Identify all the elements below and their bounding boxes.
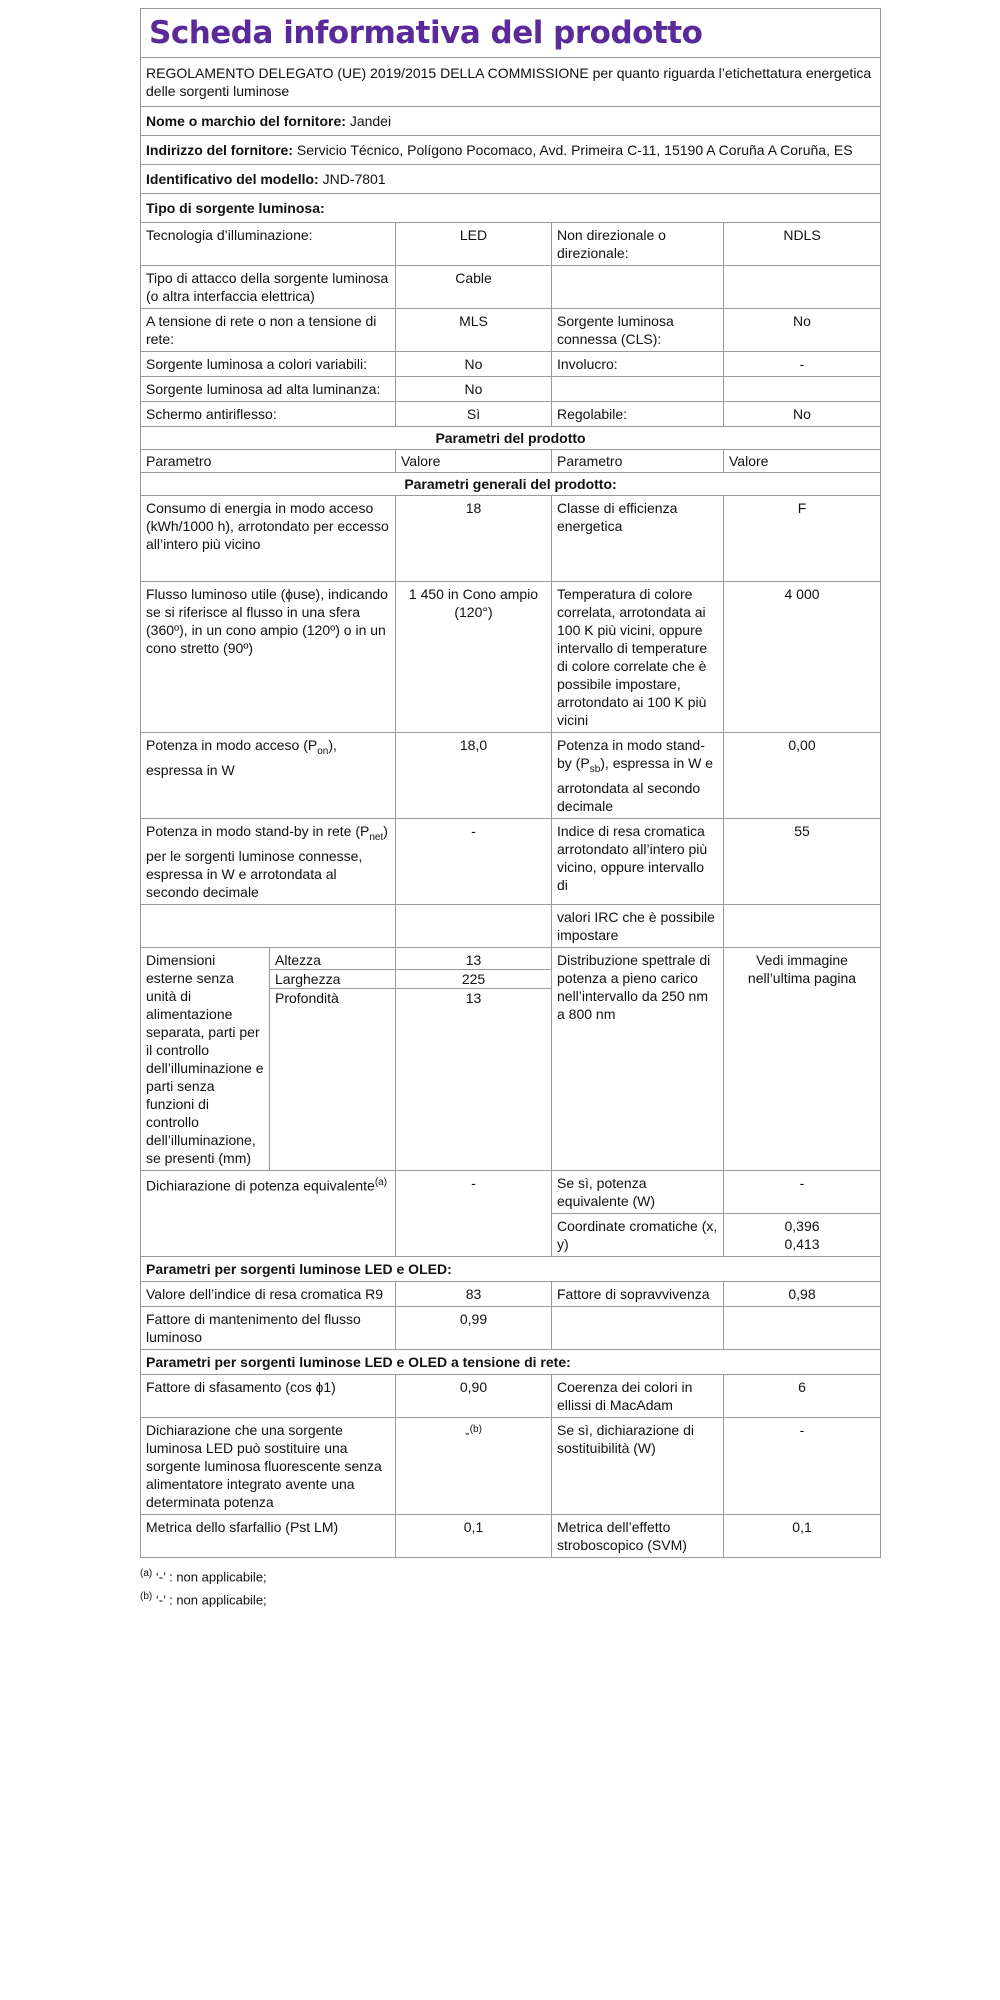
pnet-label — [141, 818, 396, 904]
repl-value-text: - — [465, 1424, 470, 1441]
source-type-header: Tipo di sorgente luminosa: — [141, 194, 881, 223]
svm-label: Metrica dell’effetto stroboscopico (SVM) — [552, 1514, 724, 1557]
dim-value: 225 — [396, 969, 551, 989]
source-label: A tensione di rete o non a tensione di rete: — [141, 309, 396, 352]
pnet-value: - — [396, 818, 552, 904]
survival-value: 0,98 — [724, 1281, 881, 1306]
col-header: Parametro — [141, 450, 396, 473]
r9-value: 83 — [396, 1281, 552, 1306]
maint-label: Fattore di mantenimento del flusso luminoso — [141, 1306, 396, 1349]
regulation-text: REGOLAMENTO DELEGATO (UE) 2019/2015 DELLA COMMISSIONE per quanto riguarda l’etichettatura energetica delle sorgenti luminose — [141, 58, 881, 107]
psb-label-a: Potenza in modo stand-by (P — [557, 737, 705, 771]
supplier-address-row — [141, 136, 881, 165]
supplier-name-row — [141, 107, 881, 136]
source-label: Tipo di attacco della sorgente luminosa (o altra interfaccia elettrica) — [141, 266, 396, 309]
source-row — [141, 266, 881, 309]
flux-label: Flusso luminoso utile (ɸuse), indicando se si riferisce al flusso in una sfera (360º), in un cono ampio (120º) o in un cono stretto (90º) — [141, 582, 396, 733]
pon-label-a: Potenza in modo acceso (P — [146, 737, 318, 753]
col-header: Valore — [724, 450, 881, 473]
chroma-label: Coordinate cromatiche (x, y) — [552, 1213, 724, 1256]
source-label: Involucro: — [552, 352, 724, 377]
cct-value: 4 000 — [724, 582, 881, 733]
footnote-a — [140, 1564, 880, 1587]
source-value — [724, 266, 881, 309]
survival-label: Fattore di sopravvivenza — [552, 1281, 724, 1306]
source-label: Sorgente luminosa ad alta luminanza: — [141, 377, 396, 402]
param-row — [141, 1417, 881, 1514]
pf-value: 0,90 — [396, 1374, 552, 1417]
chroma-x: 0,396 — [784, 1217, 820, 1234]
dims-cell — [141, 947, 396, 1170]
source-value: MLS — [396, 309, 552, 352]
cri-label-a: Indice di resa cromatica arrotondato all’intero più vicino, oppure intervallo di — [552, 818, 724, 904]
source-value: LED — [396, 223, 552, 266]
supplier-address-value: Servicio Técnico, Polígono Pocomaco, Avd. Primeira C-11, 15190 A Coruña A Coruña, ES — [296, 142, 853, 158]
param-row — [141, 1374, 881, 1417]
repl-value — [396, 1417, 552, 1514]
footnote-a-mark: (a) — [140, 1567, 153, 1579]
col-header: Parametro — [552, 450, 724, 473]
led-params-header: Parametri per sorgenti luminose LED e OLED: — [141, 1256, 881, 1281]
dim-value: 13 — [465, 989, 482, 1006]
equiv-power-label: Se sì, potenza equivalente (W) — [552, 1170, 724, 1213]
pon-sub: on — [317, 745, 329, 757]
param-row — [141, 1281, 881, 1306]
cri-label-b: valori IRC che è possibile impostare — [552, 904, 724, 947]
footnote-b-mark: (b) — [140, 1590, 153, 1602]
pon-label — [141, 733, 396, 819]
dim-name: Altezza — [275, 951, 321, 968]
footnote-b — [140, 1587, 880, 1610]
flicker-value: 0,1 — [396, 1514, 552, 1557]
source-value: Cable — [396, 266, 552, 309]
pon-label-b: ), espressa in W — [146, 737, 337, 778]
param-row — [141, 582, 881, 733]
source-value — [724, 377, 881, 402]
footnotes — [140, 1564, 880, 1611]
model-label: Identificativo del modello: — [146, 171, 319, 187]
source-row — [141, 352, 881, 377]
source-label: Regolabile: — [552, 402, 724, 427]
source-value: NDLS — [724, 223, 881, 266]
source-value: - — [724, 352, 881, 377]
equiv-power-value: - — [724, 1170, 881, 1213]
source-label: Sorgente luminosa connessa (CLS): — [552, 309, 724, 352]
energy-label: Consumo di energia in modo acceso (kWh/1000 h), arrotondato per eccesso all’intero più vicino — [141, 496, 396, 582]
param-row — [141, 1514, 881, 1557]
supplier-address-label: Indirizzo del fornitore: — [146, 142, 293, 158]
mains-params-header: Parametri per sorgenti luminose LED e OLED a tensione di rete: — [141, 1349, 881, 1374]
source-value: No — [396, 352, 552, 377]
psb-label — [552, 733, 724, 819]
spd-value: Vedi immagine nell’ultima pagina — [724, 947, 881, 1170]
macadam-label: Coerenza dei colori in ellissi di MacAdam — [552, 1374, 724, 1417]
model-row — [141, 165, 881, 194]
maint-value: 0,99 — [396, 1306, 552, 1349]
param-row — [141, 1170, 881, 1213]
pon-value: 18,0 — [396, 733, 552, 819]
source-row — [141, 377, 881, 402]
class-value: F — [724, 496, 881, 582]
source-label: Non direzionale o direzionale: — [552, 223, 724, 266]
class-label: Classe di efficienza energetica — [552, 496, 724, 582]
chroma-values — [724, 1213, 881, 1256]
cri-value: 55 — [724, 818, 881, 904]
energy-value: 18 — [396, 496, 552, 582]
equiv-label-text: Dichiarazione di potenza equivalente — [146, 1177, 375, 1194]
product-info-sheet — [140, 8, 880, 1610]
pf-label: Fattore di sfasamento (cos ɸ1) — [141, 1374, 396, 1417]
dim-value: 13 — [465, 951, 482, 968]
repl-label: Dichiarazione che una sorgente luminosa LED può sostituire una sorgente luminosa fluorescente senza alimentatore integrato avente una determinata potenza — [141, 1417, 396, 1514]
source-row — [141, 309, 881, 352]
psb-label-b: ), espressa in W e arrotondata al secondo decimale — [557, 755, 714, 814]
dims-values — [396, 947, 552, 1170]
equiv-sup: (a) — [374, 1176, 388, 1188]
param-row — [141, 733, 881, 819]
repl-sup: (b) — [469, 1423, 482, 1435]
model-value: JND-7801 — [322, 171, 386, 187]
dims-names — [269, 948, 395, 1170]
col-header: Valore — [396, 450, 552, 473]
info-table — [140, 8, 881, 1558]
dims-row — [141, 947, 881, 1170]
source-value: No — [724, 402, 881, 427]
svm-value: 0,1 — [724, 1514, 881, 1557]
cct-label: Temperatura di colore correlata, arrotondata ai 100 K più vicini, oppure intervallo di temperature di colore correlate che è possibile impostare, arrotondato ai 100 K più vicini — [552, 582, 724, 733]
source-value: No — [396, 377, 552, 402]
dim-name: Larghezza — [270, 969, 395, 989]
repl-w-label: Se sì, dichiarazione di sostituibilità (W) — [552, 1417, 724, 1514]
footnote-b-text: ‘-’ : non applicabile; — [155, 1592, 267, 1608]
psb-sub: sb — [589, 763, 601, 775]
source-label — [552, 266, 724, 309]
macadam-value: 6 — [724, 1374, 881, 1417]
product-params-header: Parametri del prodotto — [141, 427, 881, 450]
source-label: Schermo antiriflesso: — [141, 402, 396, 427]
pnet-label-b: ) per le sorgenti luminose connesse, espressa in W e arrotondata al secondo decimale — [146, 822, 388, 900]
r9-label: Valore dell’indice di resa cromatica R9 — [141, 1281, 396, 1306]
flicker-label: Metrica dello sfarfallio (Pst LM) — [141, 1514, 396, 1557]
source-row — [141, 223, 881, 266]
psb-value: 0,00 — [724, 733, 881, 819]
page-title: Scheda informativa del prodotto — [141, 9, 881, 58]
param-row — [141, 818, 881, 904]
column-header-row — [141, 450, 881, 473]
param-row — [141, 1306, 881, 1349]
repl-w-value: - — [724, 1417, 881, 1514]
source-value: Sì — [396, 402, 552, 427]
flux-value: 1 450 in Cono ampio (120°) — [396, 582, 552, 733]
supplier-name-label: Nome o marchio del fornitore: — [146, 113, 346, 129]
supplier-name-value: Jandei — [349, 113, 392, 129]
source-label — [552, 377, 724, 402]
source-label: Tecnologia d’illuminazione: — [141, 223, 396, 266]
general-params-header: Parametri generali del prodotto: — [141, 473, 881, 496]
source-row — [141, 402, 881, 427]
spd-label: Distribuzione spettrale di potenza a pieno carico nell’intervallo da 250 nm a 800 nm — [552, 947, 724, 1170]
param-row — [141, 496, 881, 582]
pnet-sub: net — [369, 831, 384, 843]
chroma-y: 0,413 — [784, 1235, 820, 1252]
equiv-value: - — [396, 1170, 552, 1256]
dim-name: Profondità — [275, 989, 339, 1006]
dims-label: Dimensioni esterne senza unità di alimentazione separata, parti per il controllo dell’illuminazione e parti senza funzioni di controllo dell’illuminazione, se presenti (mm) — [146, 951, 264, 1166]
source-label: Sorgente luminosa a colori variabili: — [141, 352, 396, 377]
pnet-label-a: Potenza in modo stand-by in rete (P — [146, 822, 370, 839]
param-row — [141, 904, 881, 947]
source-value: No — [724, 309, 881, 352]
footnote-a-text: ‘-’ : non applicabile; — [155, 1568, 267, 1584]
equiv-label — [141, 1170, 396, 1256]
